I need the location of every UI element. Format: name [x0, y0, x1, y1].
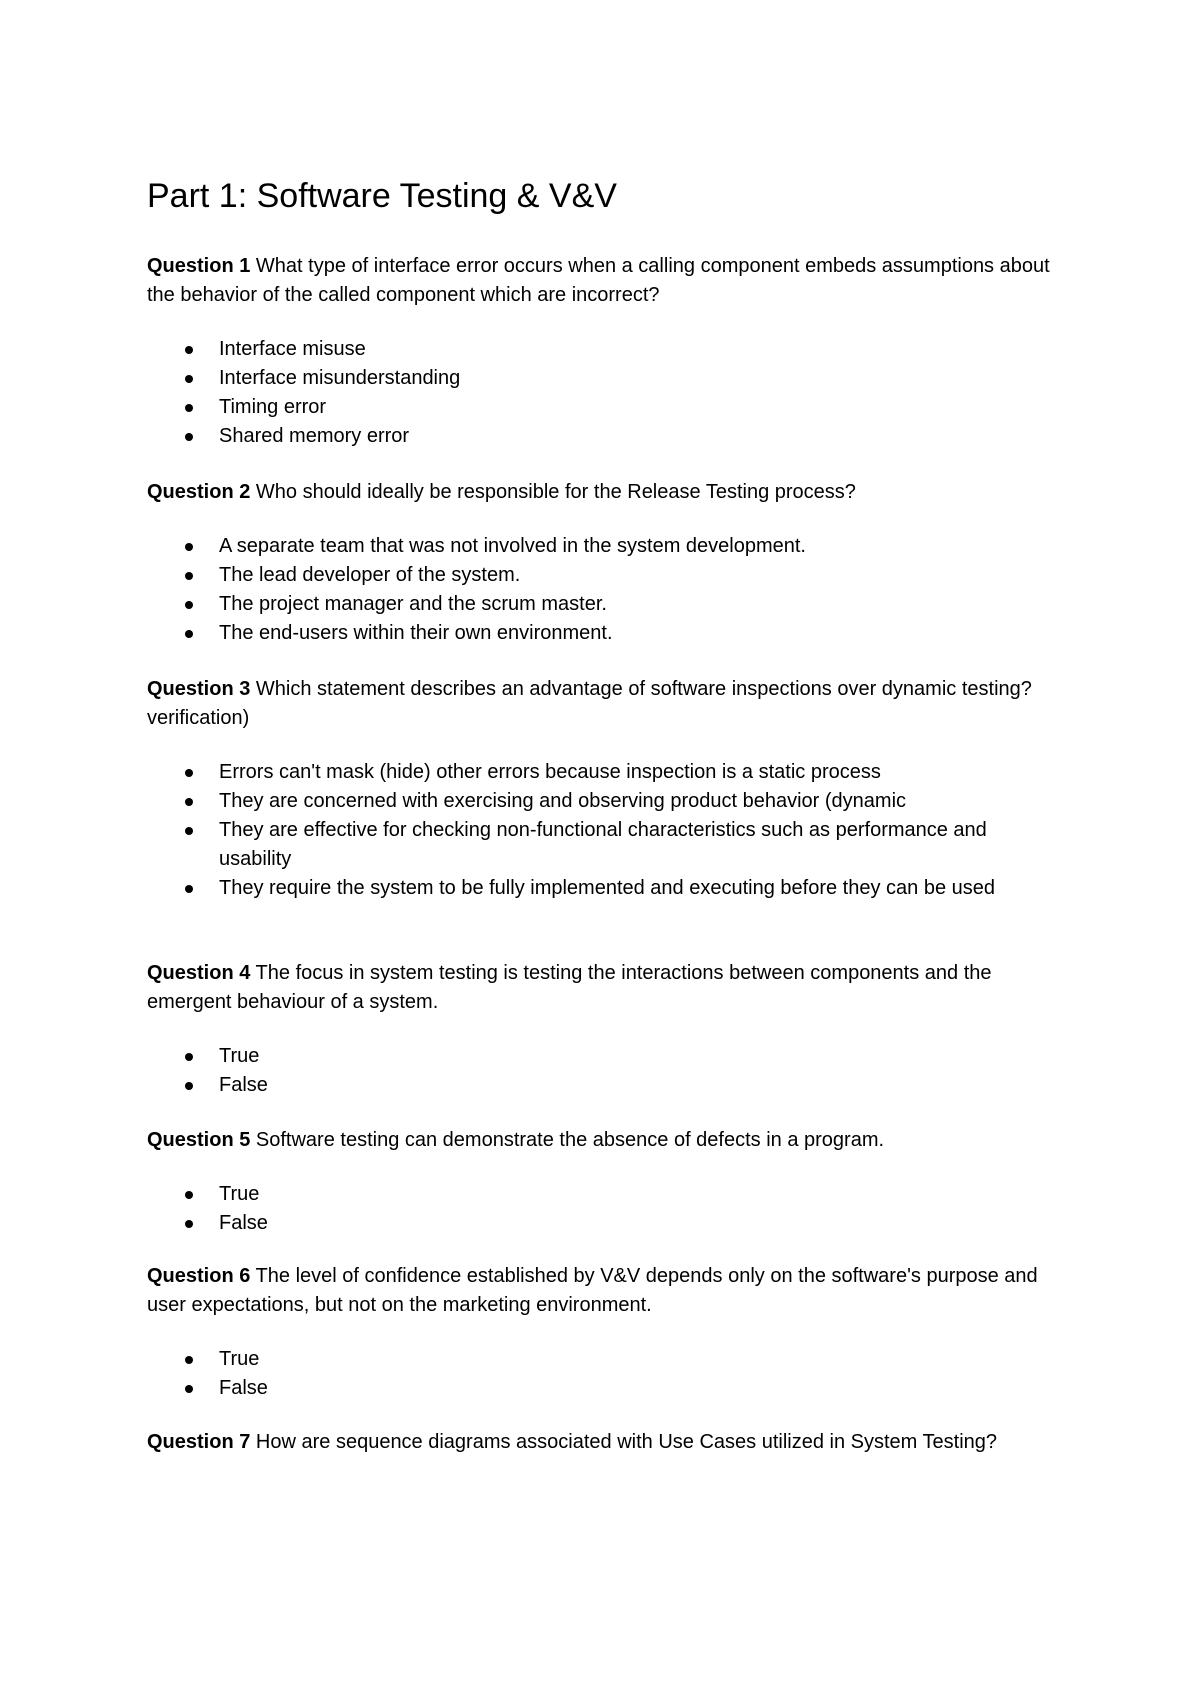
- bullet-icon: [185, 572, 193, 580]
- answer-option: [147, 590, 1057, 619]
- answer-option: [147, 1071, 1057, 1100]
- question-label: Question 2: [147, 481, 251, 503]
- answer-options: [147, 532, 1067, 648]
- option-text: False: [219, 1074, 268, 1096]
- option-text: A separate team that was not involved in the system development.: [219, 535, 806, 557]
- page-title: Part 1: Software Testing & V&V: [147, 177, 617, 215]
- question-body: The level of confidence established by V&V depends only on the software's purpose and user expectations, but not on the marketing environment.: [147, 1265, 1038, 1316]
- answer-option: [147, 619, 1057, 648]
- option-text: The end-users within their own environment.: [219, 622, 613, 644]
- option-text: Timing error: [219, 396, 327, 418]
- question-label: Question 1: [147, 255, 251, 277]
- answer-option: [147, 758, 1057, 787]
- answer-option: [147, 1345, 1057, 1374]
- option-text: The lead developer of the system.: [219, 564, 521, 586]
- option-text: True: [219, 1183, 260, 1205]
- option-text: Interface misunderstanding: [219, 367, 461, 389]
- question-body: Which statement describes an advantage of software inspections over dynamic testing?verification): [147, 678, 1032, 729]
- bullet-icon: [185, 1082, 193, 1090]
- question-label: Question 6: [147, 1265, 251, 1287]
- question-block-6: [147, 1262, 1067, 1403]
- question-text: [147, 252, 1067, 310]
- option-text: They are effective for checking non-functional characteristics such as performance and usability: [219, 819, 987, 870]
- question-label: Question 7: [147, 1431, 251, 1453]
- answer-option: [147, 335, 1057, 364]
- bullet-icon: [185, 601, 193, 609]
- bullet-icon: [185, 885, 193, 893]
- answer-options: [147, 1042, 1067, 1100]
- answer-option: [147, 422, 1057, 451]
- question-block-1: [147, 252, 1067, 451]
- answer-option: [147, 1042, 1057, 1071]
- question-label: Question 4: [147, 962, 251, 984]
- question-body: The focus in system testing is testing the interactions between components and the emergent behaviour of a system.: [147, 962, 992, 1013]
- option-text: False: [219, 1377, 268, 1399]
- answer-options: [147, 758, 1067, 903]
- answer-options: [147, 335, 1067, 451]
- bullet-icon: [185, 433, 193, 441]
- bullet-icon: [185, 346, 193, 354]
- question-text: [147, 478, 1067, 507]
- option-text: They require the system to be fully implemented and executing before they can be used: [219, 877, 996, 899]
- answer-options: [147, 1345, 1067, 1403]
- question-body: Software testing can demonstrate the absence of defects in a program.: [250, 1129, 885, 1151]
- option-text: True: [219, 1348, 260, 1370]
- bullet-icon: [185, 543, 193, 551]
- answer-option: [147, 1374, 1057, 1403]
- option-text: Shared memory error: [219, 425, 410, 447]
- answer-option: [147, 364, 1057, 393]
- option-text: True: [219, 1045, 260, 1067]
- question-text: [147, 1428, 1067, 1457]
- answer-options: [147, 1180, 1067, 1238]
- bullet-icon: [185, 1385, 193, 1393]
- option-text: False: [219, 1212, 268, 1234]
- bullet-icon: [185, 1191, 193, 1199]
- answer-option: [147, 393, 1057, 422]
- option-text: Interface misuse: [219, 338, 366, 360]
- question-body: How are sequence diagrams associated with Use Cases utilized in System Testing?: [250, 1431, 998, 1453]
- bullet-icon: [185, 630, 193, 638]
- question-block-2: [147, 478, 1067, 648]
- option-text: They are concerned with exercising and observing product behavior (dynamic: [219, 790, 907, 812]
- question-text: [147, 1262, 1067, 1320]
- bullet-icon: [185, 1053, 193, 1061]
- bullet-icon: [185, 798, 193, 806]
- option-text: Errors can't mask (hide) other errors because inspection is a static process: [219, 761, 881, 783]
- bullet-icon: [185, 375, 193, 383]
- question-text: [147, 959, 1067, 1017]
- question-label: Question 5: [147, 1129, 251, 1151]
- question-block-7: [147, 1428, 1067, 1457]
- question-body: Who should ideally be responsible for the Release Testing process?: [250, 481, 856, 503]
- answer-option: [147, 561, 1057, 590]
- question-text: [147, 1126, 1067, 1155]
- bullet-icon: [185, 827, 193, 835]
- answer-option: [147, 787, 1057, 816]
- option-text: The project manager and the scrum master.: [219, 593, 607, 615]
- bullet-icon: [185, 769, 193, 777]
- question-body: What type of interface error occurs when a calling component embeds assumptions about the behavior of the called component which are incorrect?: [147, 255, 1050, 306]
- bullet-icon: [185, 1356, 193, 1364]
- question-label: Question 3: [147, 678, 251, 700]
- question-text: [147, 675, 1067, 733]
- answer-option: [147, 816, 1057, 874]
- question-block-4: [147, 959, 1067, 1100]
- answer-option: [147, 874, 1057, 903]
- question-block-3: [147, 675, 1067, 903]
- answer-option: [147, 1180, 1057, 1209]
- bullet-icon: [185, 1220, 193, 1228]
- bullet-icon: [185, 404, 193, 412]
- answer-option: [147, 532, 1057, 561]
- question-block-5: [147, 1126, 1067, 1238]
- answer-option: [147, 1209, 1057, 1238]
